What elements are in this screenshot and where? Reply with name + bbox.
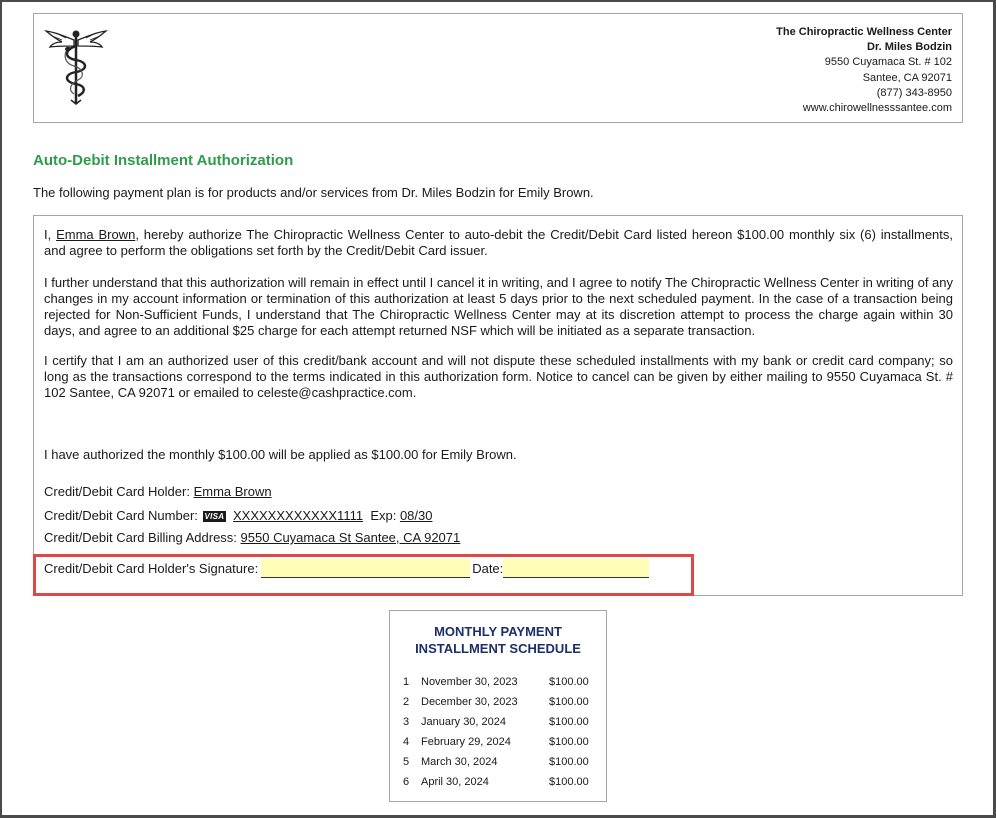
signature-label: Credit/Debit Card Holder's Signature: <box>44 561 259 576</box>
table-row <box>403 752 595 772</box>
row-date: January 30, 2024 <box>421 716 507 728</box>
card-number-label: Credit/Debit Card Number: <box>44 508 202 523</box>
card-holder-value: Emma Brown <box>193 484 272 499</box>
card-holder-line <box>44 484 272 499</box>
authorization-paragraph-2: I further understand that this authorization will remain in effect until I cancel it in writing, and I agree to notify The Chiropractic Wellness Center in writing of any changes in my account information or termination of this authorization at least 5 days prior to the next scheduled payment. In the case of a transaction being rejected for Non-Sufficient Funds, I understand that The Chiropractic Wellness Center may at its discretion attempt to process the charge again within 30 days, and agree to an additional $25 charge for each attempt returned NSF which will be initiated as a separate transaction. <box>44 275 954 338</box>
row-number: 4 <box>403 736 410 748</box>
practice-address-line1: 9550 Cuyamaca St. # 102 <box>824 56 952 69</box>
card-exp-label: Exp: <box>370 508 400 523</box>
table-row <box>403 772 595 792</box>
table-row <box>403 692 595 712</box>
schedule-title <box>390 623 606 657</box>
schedule-title-line1: MONTHLY PAYMENT <box>434 624 562 639</box>
row-number: 1 <box>403 676 410 688</box>
billing-address-value: 9550 Cuyamaca St Santee, CA 92071 <box>240 530 461 545</box>
practice-info <box>776 25 952 116</box>
visa-icon: VISA <box>204 512 225 521</box>
table-row <box>403 732 595 752</box>
row-number: 6 <box>403 776 410 788</box>
authorization-paragraph-3: I certify that I am an authorized user of this credit/bank account and will not dispute these scheduled installments with my bank or credit card company; so long as the transactions correspond to the terms indicated in this authorization form. Notice to cancel can be given by either mailing to 9550 Cuyamaca St. # 102 Santee, CA 92071 or emailed to celeste@cashpractice.com. <box>44 353 953 400</box>
schedule-title-line2: INSTALLMENT SCHEDULE <box>415 641 581 656</box>
row-amount: $100.00 <box>549 716 589 728</box>
doctor-name: Dr. Miles Bodzin <box>867 41 952 54</box>
row-amount: $100.00 <box>549 676 589 688</box>
billing-address-line <box>44 530 460 545</box>
practice-address-line2: Santee, CA 92071 <box>862 71 952 84</box>
table-row <box>403 712 595 732</box>
practice-name: The Chiropractic Wellness Center <box>776 26 952 38</box>
table-row <box>403 672 595 692</box>
authorization-prefix: I, <box>44 227 57 242</box>
row-date: March 30, 2024 <box>421 756 498 768</box>
row-date: November 30, 2023 <box>421 676 518 688</box>
card-holder-label: Credit/Debit Card Holder: <box>44 484 194 499</box>
caduceus-icon <box>44 28 108 106</box>
row-number: 2 <box>403 696 410 708</box>
section-title: Auto-Debit Installment Authorization <box>33 152 294 169</box>
authorization-box <box>33 215 963 596</box>
letterhead <box>33 13 963 123</box>
row-date: April 30, 2024 <box>421 776 489 788</box>
date-label: Date: <box>472 561 504 576</box>
card-number-value: XXXXXXXXXXXX1111 <box>233 508 364 523</box>
row-amount: $100.00 <box>549 776 589 788</box>
authorization-paragraph-1 <box>44 227 953 259</box>
billing-address-label: Credit/Debit Card Billing Address: <box>44 530 241 545</box>
row-number: 5 <box>403 756 410 768</box>
practice-website: www.chirowellnesssantee.com <box>802 102 952 115</box>
practice-phone: (877) 343-8950 <box>876 86 952 99</box>
card-number-line <box>44 508 432 523</box>
schedule-table <box>403 672 595 792</box>
row-number: 3 <box>403 716 410 728</box>
intro-text: The following payment plan is for products and/or services from Dr. Miles Bodzin for Emily Brown. <box>33 185 594 200</box>
installment-schedule <box>389 610 607 802</box>
row-amount: $100.00 <box>549 696 589 708</box>
row-amount: $100.00 <box>549 736 589 748</box>
authorization-paragraph-4: I have authorized the monthly $100.00 will be applied as $100.00 for Emily Brown. <box>44 447 517 462</box>
authorization-text: , hereby authorize The Chiropractic Wellness Center to auto-debit the Credit/Debit Card listed hereon $100.00 monthly six (6) installments, and agree to perform the obligations set forth by the Credit/Debit Card issuer. <box>44 227 953 258</box>
authorizer-name: Emma Brown <box>56 227 136 242</box>
signature-highlight <box>33 554 694 596</box>
row-date: December 30, 2023 <box>421 696 518 708</box>
row-amount: $100.00 <box>549 756 589 768</box>
row-date: February 29, 2024 <box>421 736 511 748</box>
card-exp-value: 08/30 <box>399 508 433 523</box>
